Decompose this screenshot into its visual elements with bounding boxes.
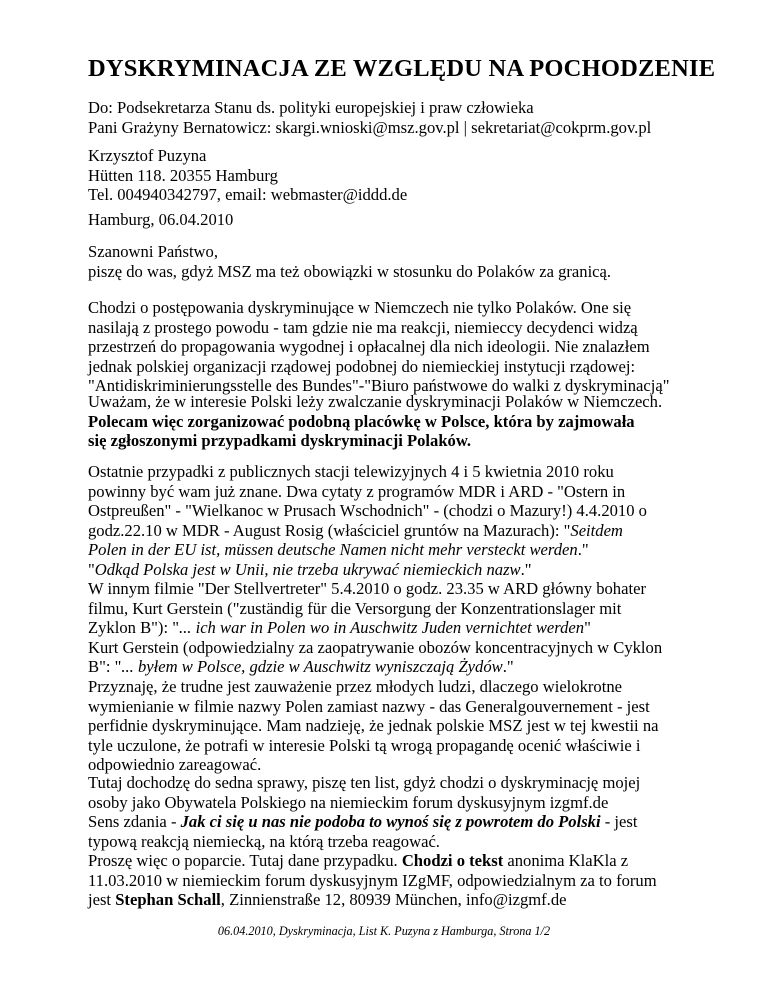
paragraph-line: filmu, Kurt Gerstein ("zuständig für die Versorgung der Konzentrationslager mit — [88, 598, 622, 618]
text-run: - jest — [600, 812, 638, 832]
bold-phrase: Chodzi o tekst — [401, 851, 504, 870]
paragraph-line: odpowiednio zareagować. — [88, 755, 262, 775]
paragraph-line: Ostatnie przypadki z publicznych stacji telewizyjnych 4 i 5 kwietnia 2010 roku — [88, 462, 614, 481]
paragraph-line: Tutaj dochodzę do sedna sprawy, piszę ten list, gdyż chodzi o dyskryminację mojej — [88, 773, 641, 792]
paragraph-line — [88, 890, 728, 910]
paragraph-line — [88, 618, 728, 638]
quote-italic: Polen in der EU ist, müssen deutsche Namen nicht mehr versteckt werden — [88, 540, 578, 560]
text-run: godz.22.10 w MDR - August Rosig (właściciel gruntów na Mazurach): " — [88, 520, 571, 540]
recommendation-bold: Polecam więc zorganizować podobną placówkę w Polsce, która by zajmowała — [88, 411, 635, 431]
text-run: " — [88, 559, 95, 579]
paragraph-line: osoby jako Obywatela Polskiego na niemieckim forum dyskusyjnym izgmf.de — [88, 792, 609, 812]
paragraph-line — [88, 560, 728, 580]
document-title: DYSKRYMINACJA ZE WZGLĘDU NA POCHODZENIE — [88, 55, 716, 82]
addressee-block — [88, 98, 728, 137]
paragraph-line: przestrzeń do propagowania wygodnej i opłacalnej dla nich ideologii. Nie znalazłem — [88, 337, 650, 357]
paragraph-line: jednak polskiej organizacji rządowej podobnej do niemieckiej instytucji rządowej: — [88, 356, 636, 376]
text-run: ." — [577, 540, 589, 560]
greeting-salutation: Szanowni Państwo, — [88, 242, 218, 261]
quote-bold-italic: Jak ci się u nas nie podoba to wynoś się z powrotem do Polski — [180, 812, 601, 832]
paragraph-line: powinny być wam już znane. Dwa cytaty z programów MDR i ARD - "Ostern in — [88, 481, 626, 501]
paragraph-6 — [88, 773, 728, 851]
paragraph-line: nasilają z prostego powodu - tam gdzie nie ma reakcji, niemieccy decydenci widzą — [88, 317, 638, 337]
quote-italic: ... ich war in Polen wo in Auschwitz Juden vernichtet werden — [178, 618, 585, 638]
paragraph-line: Kurt Gerstein (odpowiedzialny za zaopatrywanie obozów koncentracyjnych w Cyklon — [88, 637, 663, 657]
page-footer: 06.04.2010, Dyskryminacja, List K. Puzyna z Hamburga, Strona 1/2 — [217, 924, 551, 938]
paragraph-1 — [88, 298, 728, 396]
paragraph-line: "Antidiskriminierungsstelle des Bundes"-"Biuro państwowe do walki z dyskryminacją" — [88, 376, 670, 396]
text-run: B": " — [88, 657, 122, 677]
paragraph-5 — [88, 677, 728, 775]
sender-address: Hütten 118. 20355 Hamburg — [88, 165, 278, 185]
quote-italic: ... byłem w Polsce, gdzie w Auschwitz wyniszczają Żydów — [121, 657, 503, 677]
recommendation-bold: się zgłoszonymi przypadkami dyskryminacji Polaków. — [88, 431, 472, 451]
text-run: ." — [520, 559, 532, 579]
text-run: ." — [502, 657, 514, 677]
text-run: Sens zdania - — [88, 812, 181, 832]
quote-italic: Seitdem — [570, 520, 623, 540]
paragraph-line: Przyznaję, że trudne jest zauważenie przez młodych ludzi, dlaczego wielokrotne — [88, 677, 622, 696]
addressee-line: Do: Podsekretarza Stanu ds. polityki europejskiej i praw człowieka — [88, 98, 534, 117]
quote-italic: Odkąd Polska jest w Unii, nie trzeba ukrywać niemieckich nazw — [94, 559, 521, 579]
greeting-intro: piszę do was, gdyż MSZ ma też obowiązki w stosunku do Polaków za granicą. — [88, 261, 612, 281]
paragraph-line: typową reakcją niemiecką, na którą trzeba reagować. — [88, 831, 440, 851]
paragraph-line: Chodzi o postępowania dyskryminujące w Niemczech nie tylko Polaków. One się — [88, 298, 632, 317]
bold-phrase: Stephan Schall — [115, 890, 221, 910]
text-run: Zyklon B"): " — [88, 618, 179, 638]
paragraph-line: Ostpreußen" - "Wielkanoc w Prusach Wschodnich" - (chodzi o Mazury!) 4.4.2010 o — [88, 501, 647, 521]
paragraph-line — [88, 540, 728, 560]
paragraph-4 — [88, 579, 728, 677]
text-run: " — [584, 618, 591, 638]
paragraph-line: 11.03.2010 w niemieckim forum dyskusyjnym IZgMF, odpowiedzialnym za to forum — [88, 870, 657, 890]
paragraph-line: W innym filmie "Der Stellvertreter" 5.4.2010 o godz. 23.35 w ARD główny bohater — [88, 579, 646, 598]
paragraph-line — [88, 657, 728, 677]
addressee-emails: Pani Grażyny Bernatowicz: skargi.wnioski@msz.gov.pl | sekretariat@cokprm.gov.pl — [88, 117, 652, 137]
sender-block — [88, 146, 728, 205]
paragraph-line — [88, 812, 728, 832]
paragraph-line: perfidnie dyskryminujące. Mam nadzieję, że jednak polskie MSZ jest w tej kwestii na — [88, 716, 659, 736]
greeting-block — [88, 242, 728, 281]
paragraph-line: wymienianie w filmie nazwy Polen zamiast nazwy - das Generalgouvernement - jest — [88, 696, 650, 716]
text-run: anonima KlaKla z — [503, 851, 629, 870]
text-run: , Zinnienstraße 12, 80939 München, info@izgmf.de — [220, 890, 567, 910]
paragraph-3 — [88, 462, 728, 580]
paragraph-line: tyle uczulone, że potrafi w interesie Polski tą wrogą propagandę ocenić właściwie i — [88, 735, 641, 755]
paragraph-line — [88, 851, 728, 871]
text-run: Proszę więc o poparcie. Tutaj dane przypadku. — [88, 851, 402, 870]
paragraph-2 — [88, 392, 728, 451]
paragraph-line: Uważam, że w interesie Polski leży zwalczanie dyskryminacji Polaków w Niemczech. — [88, 392, 663, 411]
text-run: jest — [88, 890, 116, 910]
paragraph-7 — [88, 851, 728, 910]
sender-contact: Tel. 004940342797, email: webmaster@iddd.de — [88, 185, 408, 205]
sender-name: Krzysztof Puzyna — [88, 146, 207, 165]
date-line: Hamburg, 06.04.2010 — [88, 210, 234, 229]
date-line-block — [88, 210, 728, 230]
paragraph-line — [88, 521, 728, 541]
